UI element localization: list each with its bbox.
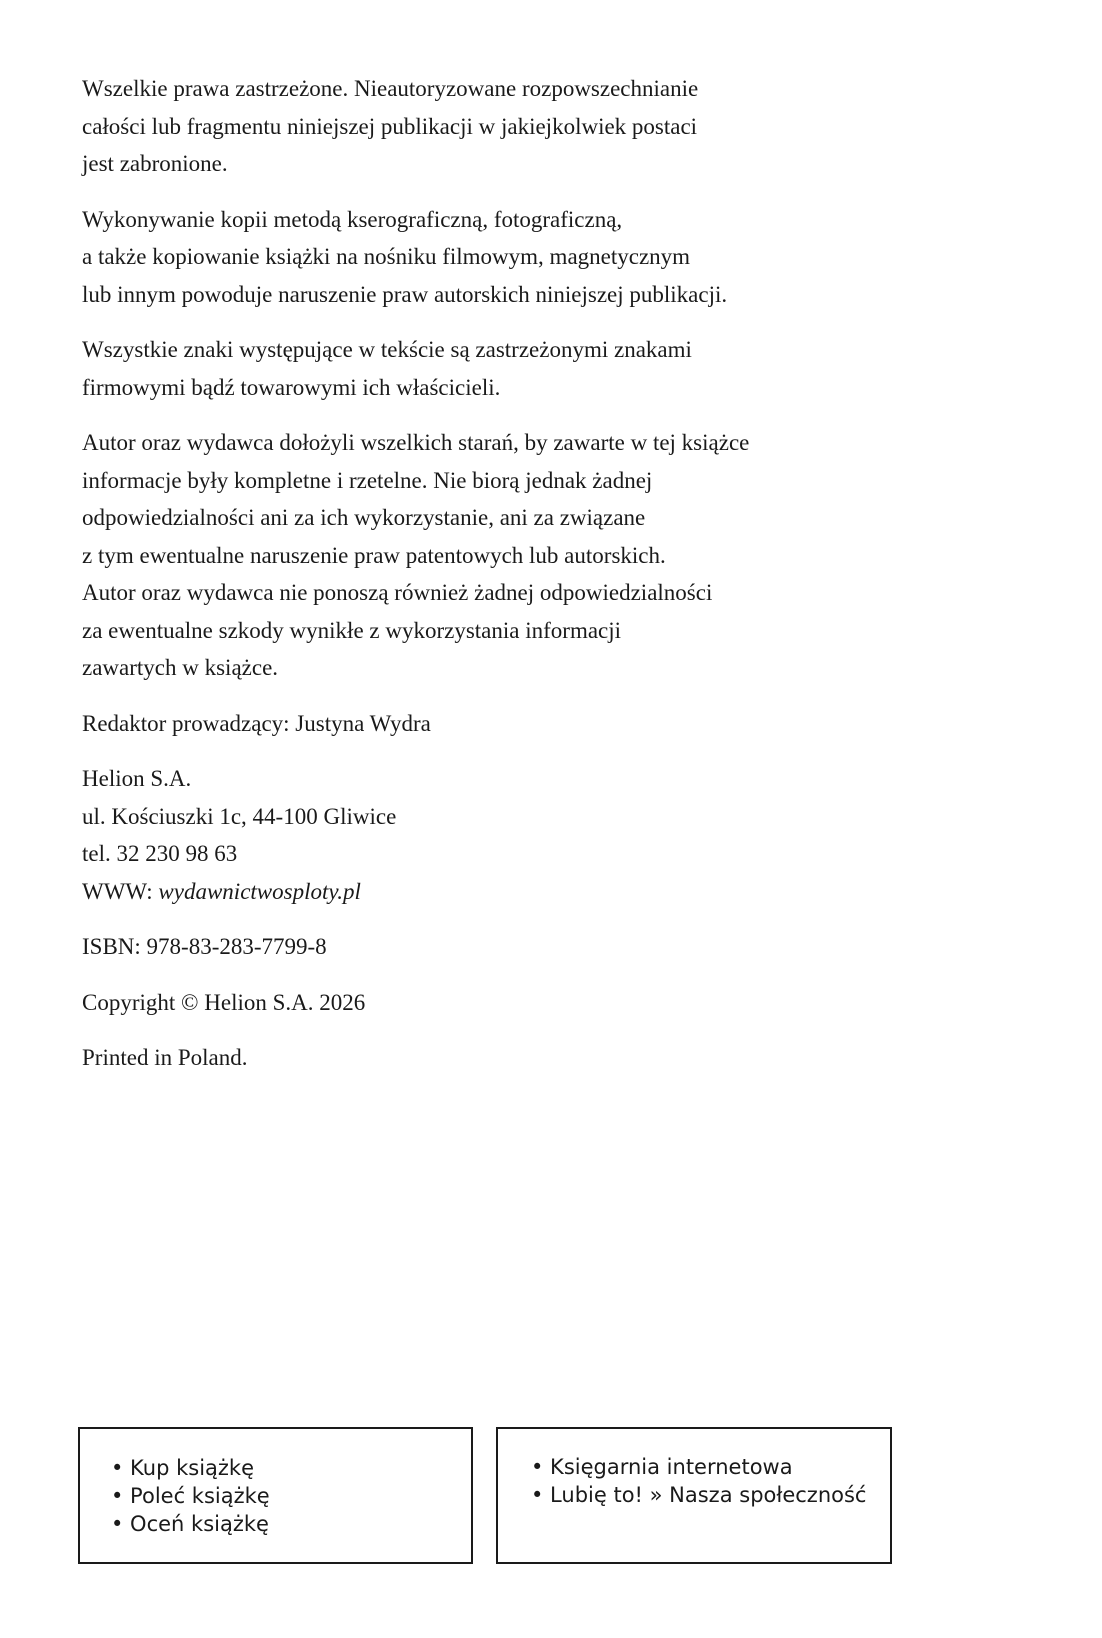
text-line: Autor oraz wydawca nie ponoszą również żadnej odpowiedzialności bbox=[82, 580, 713, 605]
text-line: Wszystkie znaki występujące w tekście są zastrzeżonymi znakami bbox=[82, 337, 692, 362]
publisher-phone: tel. 32 230 98 63 bbox=[82, 841, 238, 866]
text-line: całości lub fragmentu niniejszej publikacji w jakiejkolwiek postaci bbox=[82, 113, 698, 139]
publisher-name: Helion S.A. bbox=[82, 766, 192, 791]
trademarks-paragraph bbox=[82, 331, 982, 406]
publisher-www bbox=[82, 873, 982, 911]
www-label: WWW: bbox=[82, 878, 159, 904]
community-link[interactable]: • Lubię to! » Nasza społeczność bbox=[531, 1483, 867, 1507]
copyright-page-text bbox=[82, 70, 982, 1095]
text-line: lub innym powoduje naruszenie praw autorskich niniejszej publikacji. bbox=[82, 281, 728, 307]
copyright-paragraph bbox=[82, 984, 982, 1022]
online-bookstore-link[interactable]: • Księgarnia internetowa bbox=[531, 1455, 793, 1479]
text-line: Autor oraz wydawca dołożyli wszelkich starań, by zawarte w tej książce bbox=[82, 430, 750, 455]
book-actions-box bbox=[78, 1427, 473, 1564]
publisher-address: ul. Kościuszki 1c, 44-100 Gliwice bbox=[82, 803, 397, 829]
isbn-line: ISBN: 978-83-283-7799-8 bbox=[82, 934, 327, 959]
text-line: zawartych w książce. bbox=[82, 655, 279, 680]
copying-paragraph bbox=[82, 201, 982, 314]
text-line: jest zabronione. bbox=[82, 151, 228, 176]
text-line: a także kopiowanie książki na nośniku filmowym, magnetycznym bbox=[82, 244, 691, 269]
disclaimer-paragraph bbox=[82, 424, 982, 687]
rights-paragraph bbox=[82, 70, 982, 183]
text-line: Wszelkie prawa zastrzeżone. Nieautoryzowane rozpowszechnianie bbox=[82, 76, 699, 101]
editor-line: Redaktor prowadzący: Justyna Wydra bbox=[82, 710, 431, 736]
copyright-line: Copyright © Helion S.A. 2026 bbox=[82, 989, 366, 1015]
isbn-paragraph bbox=[82, 928, 982, 966]
printed-paragraph bbox=[82, 1039, 982, 1077]
website-link[interactable]: wydawnictwosploty.pl bbox=[158, 878, 361, 904]
store-community-box bbox=[496, 1427, 892, 1564]
text-line: firmowymi bądź towarowymi ich właścicieli. bbox=[82, 374, 501, 400]
text-line: za ewentualne szkody wynikłe z wykorzystania informacji bbox=[82, 617, 622, 643]
editor-paragraph bbox=[82, 705, 982, 743]
recommend-book-link[interactable]: • Poleć książkę bbox=[111, 1484, 270, 1508]
publisher-block bbox=[82, 760, 982, 910]
printed-line: Printed in Poland. bbox=[82, 1045, 248, 1070]
text-line: informacje były kompletne i rzetelne. Nie biorą jednak żadnej bbox=[82, 467, 653, 493]
text-line: odpowiedzialności ani za ich wykorzystanie, ani za związane bbox=[82, 505, 646, 530]
rate-book-link[interactable]: • Oceń książkę bbox=[111, 1512, 269, 1536]
text-line: Wykonywanie kopii metodą kserograficzną, fotograficzną, bbox=[82, 206, 623, 232]
buy-book-link[interactable]: • Kup książkę bbox=[111, 1456, 255, 1480]
text-line: z tym ewentualne naruszenie praw patentowych lub autorskich. bbox=[82, 542, 666, 568]
